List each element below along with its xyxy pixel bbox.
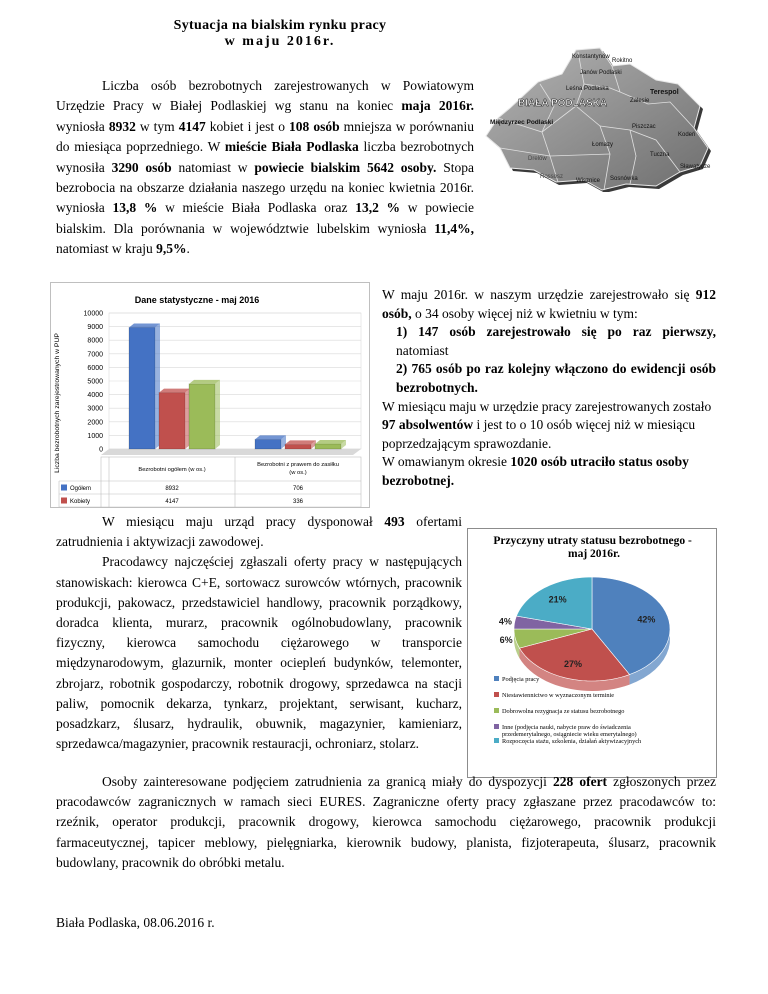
map-label: Łomazy [592,142,614,148]
map-label: Janów Podlaski [580,70,622,76]
eures-paragraph [56,772,716,873]
intro-bold: maja 2016r. [401,98,474,114]
page-title [0,18,560,50]
legend-swatch [494,724,499,729]
pie-title-text: Przyczyny utraty statusu bezrobotnego - [493,535,692,547]
pie-title [493,535,694,560]
summary-bold: 912 osób, [382,287,716,321]
bar-top [159,389,190,393]
legend-label: Inne (podjęcia nauki, nabycie praw do świadczenia [502,724,631,731]
intro-bold: 13,8 % [112,200,158,216]
legend-swatch [494,738,499,743]
summary-bold: 1020 osób utraciło status osoby bezrobotnej. [382,454,689,488]
legend-swatch [494,708,499,713]
x-tick-label: Bezrobotni ogółem (w os.) [138,467,206,473]
map-label: Sosnówka [610,176,638,182]
bar-top [255,435,286,439]
bar-chart [50,282,370,508]
map-label: Rokitno [612,58,633,64]
legend-label: Ogółem [70,486,92,492]
offers-text: ofertami zatrudnienia i aktywizacji zawodowej. [56,514,462,550]
summary-bold: 2) 765 osób po raz kolejny włączono do ewidencji osób bezrobotnych. [396,361,716,395]
table-cell: 4147 [165,499,179,505]
map-label: Konstantynów [572,54,610,60]
y-tick-label: 10000 [83,310,103,318]
legend-swatch [494,692,499,697]
legend-swatch [61,498,67,504]
intro-text: Liczba osób bezrobotnych zarejestrowanych w Powiatowym Urzędzie Pracy w Białej Podlaskiej wg stanu na koniec [56,78,474,114]
intro-text: wyniosła [56,118,109,134]
map-label: Drelów [528,156,547,162]
eures-bold: 228 ofert [552,774,608,789]
intro-bold: 3290 osób [111,159,172,175]
chart-floor [99,446,361,455]
summary-line [382,360,716,397]
table-cell: 336 [292,499,304,505]
bar-ogółem [129,328,155,449]
bar-kobiety [159,393,185,449]
intro-bold: mieście Biała Podlaska [224,139,359,155]
summary-bold: 1) 147 osób zarejestrowało się po raz pierwszy, [396,324,716,340]
pie-data-label: 21% [548,594,567,605]
legend-label: Dobrowolna rezygnacja ze statusu bezrobotnego [502,708,625,715]
map-label: Piszczac [632,124,656,130]
eures-text: Osoby zainteresowane podjęciem zatrudnienia za granicą miały do dyspozycji [102,774,553,789]
summary-bold: 97 absolwentów [382,417,474,433]
offers-text: W miesiącu maju urząd pracy dysponował [102,514,385,529]
legend-label: Niestawiennictwo w wyznaczonym terminie [502,692,615,699]
y-tick-label: 9000 [87,324,103,332]
intro-text: w mieście Biała Podlaska oraz [157,200,356,216]
y-tick-label: 2000 [87,419,103,427]
y-tick-label: 4000 [87,392,103,400]
intro-bold: 8932 [108,118,136,134]
bar-side [215,380,220,449]
legend-label: Rozpoczęcia stażu, szkolenia, działań aktywizacyjnych [502,738,642,745]
y-tick-label: 5000 [87,378,103,386]
offers-line: Pracodawcy najczęściej zgłaszali oferty pracy w następujących stanowiskach: kierowca C+E, sortowacz surowców wtórnych, pracownik produkcji, pakowacz, przedstawiciel handlowy, pracownik porządkowy, doradca klienta, murarz, pracownik ogólnobudowlany, pracownik fizyczny, kierowca samochodu ciężarowego w transporcie międzynarodowym, glazurnik, monter ociepleń budynków, telemonter, zbrojarz, robotnik gospodarczy, robotnik drogowy, sprzedawca na stacji paliw, pomocnik dekarza, tynkarz, projektant, serwisant, kucharz, posadzkarz, ślusarz, hydraulik, obuwnik, magazynier, kamieniarz, sprzedawca/magazynier, pracownik restauracji, ochroniarz, stolarz. [56,554,462,752]
pie-title-text: maj 2016r. [568,548,620,560]
eures-text: zgłoszonych przez pracodawców zagranicznych w ramach sieci EURES. Zagraniczne oferty pracy zgłaszane przez pracodawców to: rzeźnik, operator produkcji, pracownik drogowy, kierowca samochodu ciężarowego, pracownik produkcji farmaceutycznej, tapicer meblowy, pielęgniarka, kierownik budowy, planista, fizjoterapeuta, ślusarz, pracownik budowlany, pracownik do obróbki metalu. [56,774,717,870]
table-cell: 706 [292,486,304,492]
y-tick-label: 6000 [87,364,103,372]
chart-title: Dane statystyczne - maj 2016 [134,295,260,305]
intro-bold: powiecie bialskim 5642 osoby. [254,159,437,175]
x-tick-label: Bezrobotni z prawem do zasiłku [257,462,339,468]
summary-line [382,286,716,323]
offers-bold: 493 [384,514,405,529]
intro-bold: 13,2 % [355,200,401,216]
intro-text: liczba bezrobotnych wynosiła [56,139,475,175]
summary-text: W omawianym okresie [382,454,511,470]
y-tick-label: 8000 [87,337,103,345]
intro-text: kobiet i jest o [205,118,290,134]
offers-paragraph [56,512,462,754]
map-label: BIAŁA PODLASKA [518,98,608,109]
table-cell: 8932 [165,486,179,492]
place-date: Biała Podlaska, 08.06.2016 r. [56,915,215,930]
intro-bold: 11,4%, [434,220,474,236]
summary-text: W maju 2016r. w naszym urzędzie zarejestrowało się [382,287,696,302]
offers-line [56,512,462,552]
bar-top [285,440,316,444]
intro-text: mniejsza w porównaniu do miesiąca poprzedniego. W [56,118,475,155]
bar-top [129,324,160,328]
map-label: Kodeń [678,132,696,138]
y-tick-label: 7000 [87,351,103,359]
intro-text: natomiast w [171,159,255,175]
summary-text: i jest to o 10 osób więcej niż w miesiącu poprzedzającym sprawozdanie. [382,417,696,451]
intro-bold: 108 osób [289,118,340,134]
map-label: Sławatycze [680,164,711,170]
county-map [480,44,718,192]
legend-label: Kobiety [70,499,91,505]
y-tick-label: 0 [99,446,103,454]
registration-summary [382,286,716,491]
intro-bold: 4147 [178,118,206,134]
intro-text: . [186,241,190,257]
x-tick-label: (w os.) [289,470,307,476]
legend-label: przedemerytalnego, osiągniecie wieku emerytalnego) [502,731,637,738]
summary-line [382,398,716,454]
legend-label: Podjęcia pracy [502,676,540,683]
map-label: Leśna Podlaska [566,86,609,92]
map-label: Zalesie [630,98,650,104]
legend-swatch [494,676,499,681]
intro-text: Stopa bezrobocia na obszarze działania naszego urzędu na koniec kwietnia 2016r. wyniosła [56,159,474,216]
intro-paragraph [56,76,474,260]
bar-ogółem [255,439,281,449]
pie-chart [467,528,717,778]
legend-swatch [61,485,67,491]
intro-text: w tym [135,118,179,134]
y-tick-label: 1000 [87,432,103,440]
map-label: Rossosz [540,174,564,180]
bar-kobiety [285,444,311,449]
summary-text: W miesiącu maju w urzędzie pracy zarejestrowanych zostało [382,398,712,414]
intro-text: w powiecie bialskim. Dla porównania w województwie lubelskim wyniosła [56,200,475,236]
title-line-1: Sytuacja na bialskim rynku pracy [173,18,387,33]
bar-top [189,380,220,384]
summary-text: natomiast [396,342,449,358]
pie-data-label: 27% [563,659,582,670]
title-line-2: w maju 2016r. [224,34,336,49]
summary-text: o 34 osoby więcej niż w kwietniu w tym: [411,305,638,321]
map-label: Wisznice [576,178,601,184]
intro-text: natomiast w kraju [56,241,157,257]
intro-bold: 9,5% [156,241,187,257]
pie-data-label: 4% [498,616,512,627]
pie-data-label: 42% [637,614,656,625]
map-label: Międzyrzec Podlaski [490,119,554,126]
summary-line [382,323,716,360]
summary-line [382,453,716,490]
map-label: Tuczna [650,152,670,158]
bar-top [315,440,346,444]
map-label: Terespol [650,89,679,96]
bar-mężczyźni [315,444,341,449]
y-axis-label: Liczba bezrobotnych zarejestrowanych w PUP [54,333,61,473]
y-tick-label: 3000 [87,405,103,413]
bar-mężczyźni [189,384,215,449]
pie-data-label: 6% [499,634,513,645]
